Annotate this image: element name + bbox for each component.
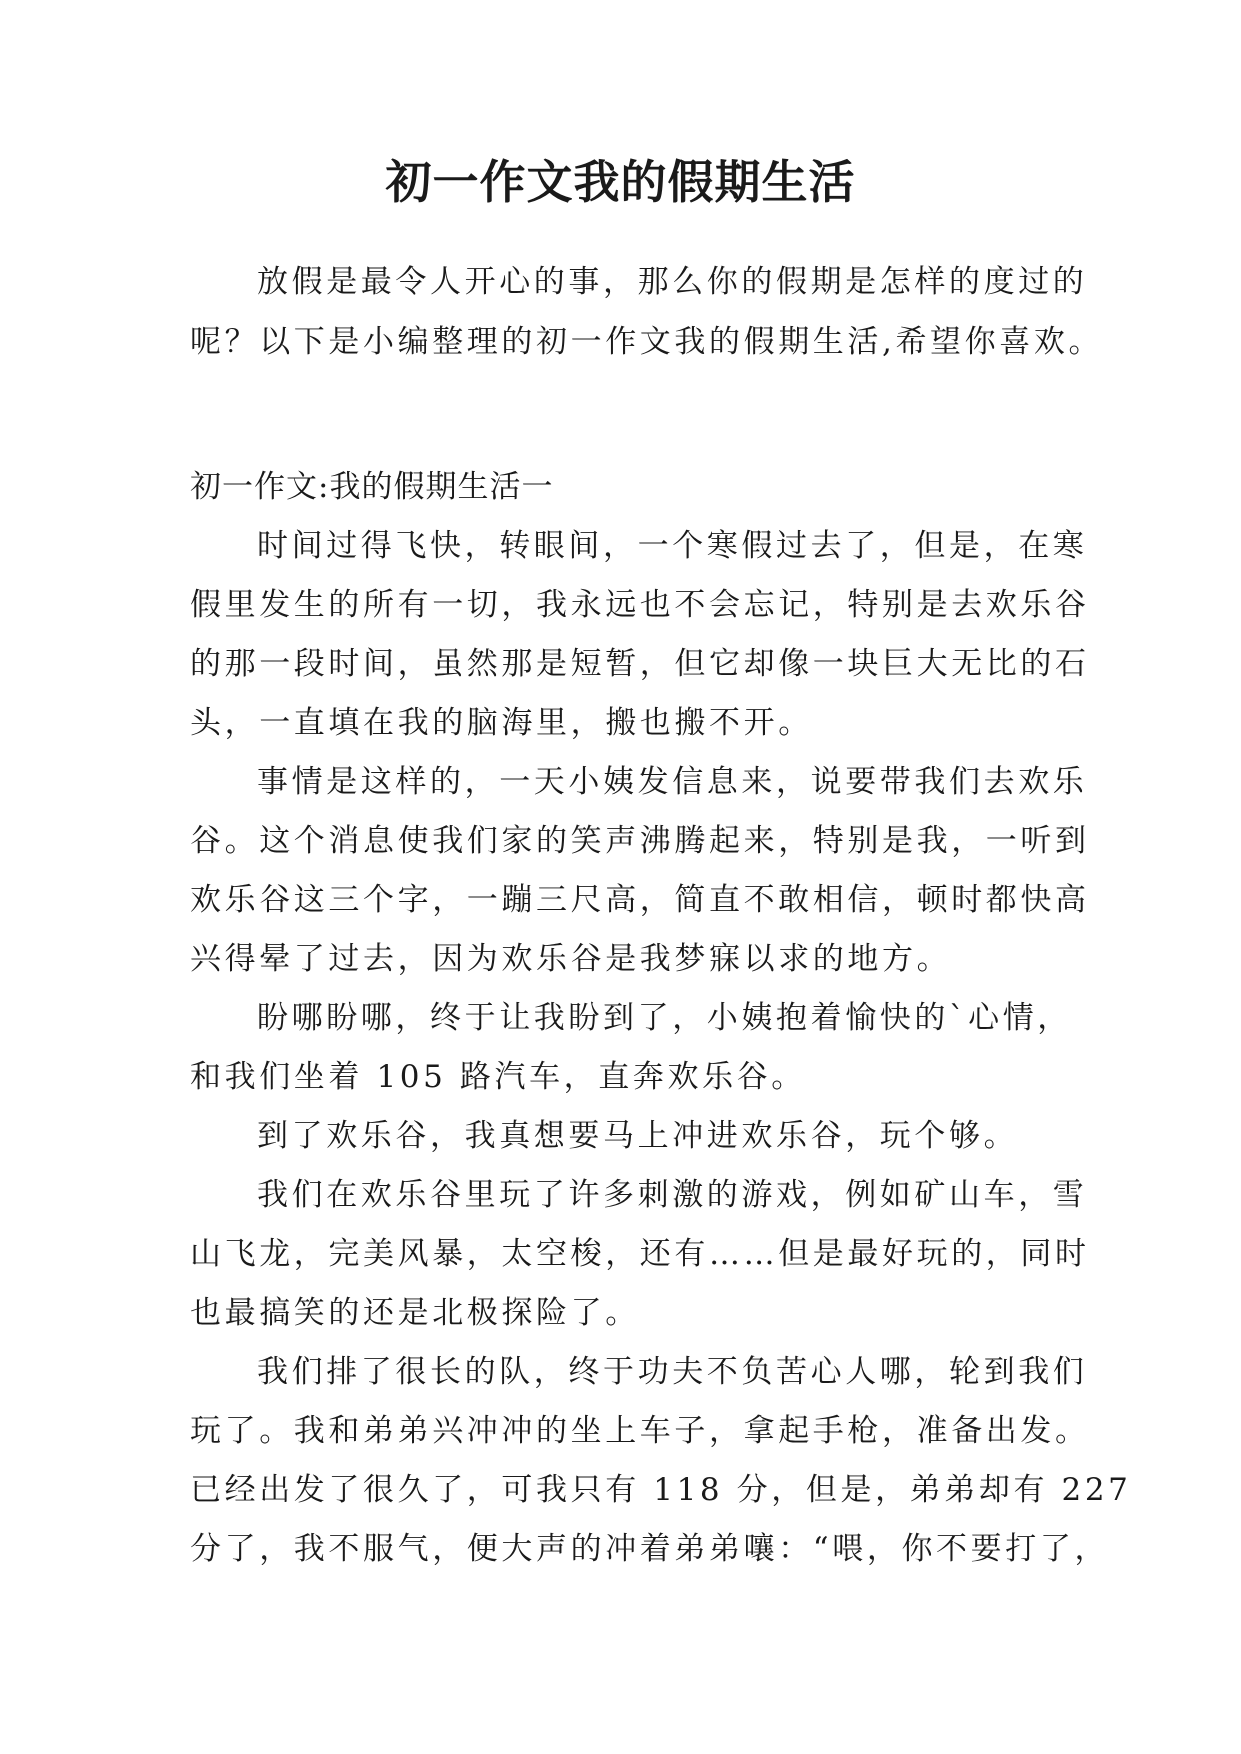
intro-line-1: 放假是最令人开心的事，那么你的假期是怎样的度过的 — [257, 264, 1088, 300]
paragraph-line: 事情是这样的，一天小姨发信息来，说要带我们去欢乐 — [257, 764, 1088, 800]
paragraph-line: 到了欢乐谷，我真想要马上冲进欢乐谷，玩个够。 — [257, 1118, 1019, 1154]
section-heading: 初一作文:我的假期生活一 — [190, 469, 554, 505]
paragraph-line: 和我们坐着 105 路汽车，直奔欢乐谷。 — [190, 1059, 806, 1095]
document-title: 初一作文我的假期生活 — [385, 155, 856, 209]
paragraph-line: 盼哪盼哪，终于让我盼到了，小姨抱着愉快的`心情， — [257, 1000, 1072, 1036]
paragraph-line: 山飞龙，完美风暴，太空梭，还有……但是最好玩的，同时 — [190, 1236, 1090, 1272]
paragraph-line: 谷。这个消息使我们家的笑声沸腾起来，特别是我，一听到 — [190, 823, 1090, 859]
paragraph-line: 我们在欢乐谷里玩了许多刺激的游戏，例如矿山车，雪 — [257, 1177, 1088, 1213]
intro-line-2: 呢？以下是小编整理的初一作文我的假期生活,希望你喜欢。 — [190, 324, 1104, 360]
paragraph-line: 已经出发了很久了，可我只有 118 分，但是，弟弟却有 227 — [190, 1472, 1132, 1508]
paragraph-line: 也最搞笑的还是北极探险了。 — [190, 1295, 640, 1331]
paragraph-line: 我们排了很长的队，终于功夫不负苦心人哪，轮到我们 — [257, 1354, 1088, 1390]
paragraph-line: 头，一直填在我的脑海里，搬也搬不开。 — [190, 705, 813, 741]
paragraph-line: 欢乐谷这三个字，一蹦三尺高，简直不敢相信，顿时都快高 — [190, 882, 1090, 918]
paragraph-line: 玩了。我和弟弟兴冲冲的坐上车子，拿起手枪，准备出发。 — [190, 1413, 1090, 1449]
paragraph-line: 的那一段时间，虽然那是短暂，但它却像一块巨大无比的石 — [190, 646, 1090, 682]
paragraph-line: 假里发生的所有一切，我永远也不会忘记，特别是去欢乐谷 — [190, 587, 1090, 623]
paragraph-line: 分了，我不服气，便大声的冲着弟弟嚷：“喂，你不要打了， — [190, 1531, 1110, 1567]
paragraph-line: 兴得晕了过去，因为欢乐谷是我梦寐以求的地方。 — [190, 941, 952, 977]
paragraph-line: 时间过得飞快，转眼间，一个寒假过去了，但是，在寒 — [257, 528, 1088, 564]
